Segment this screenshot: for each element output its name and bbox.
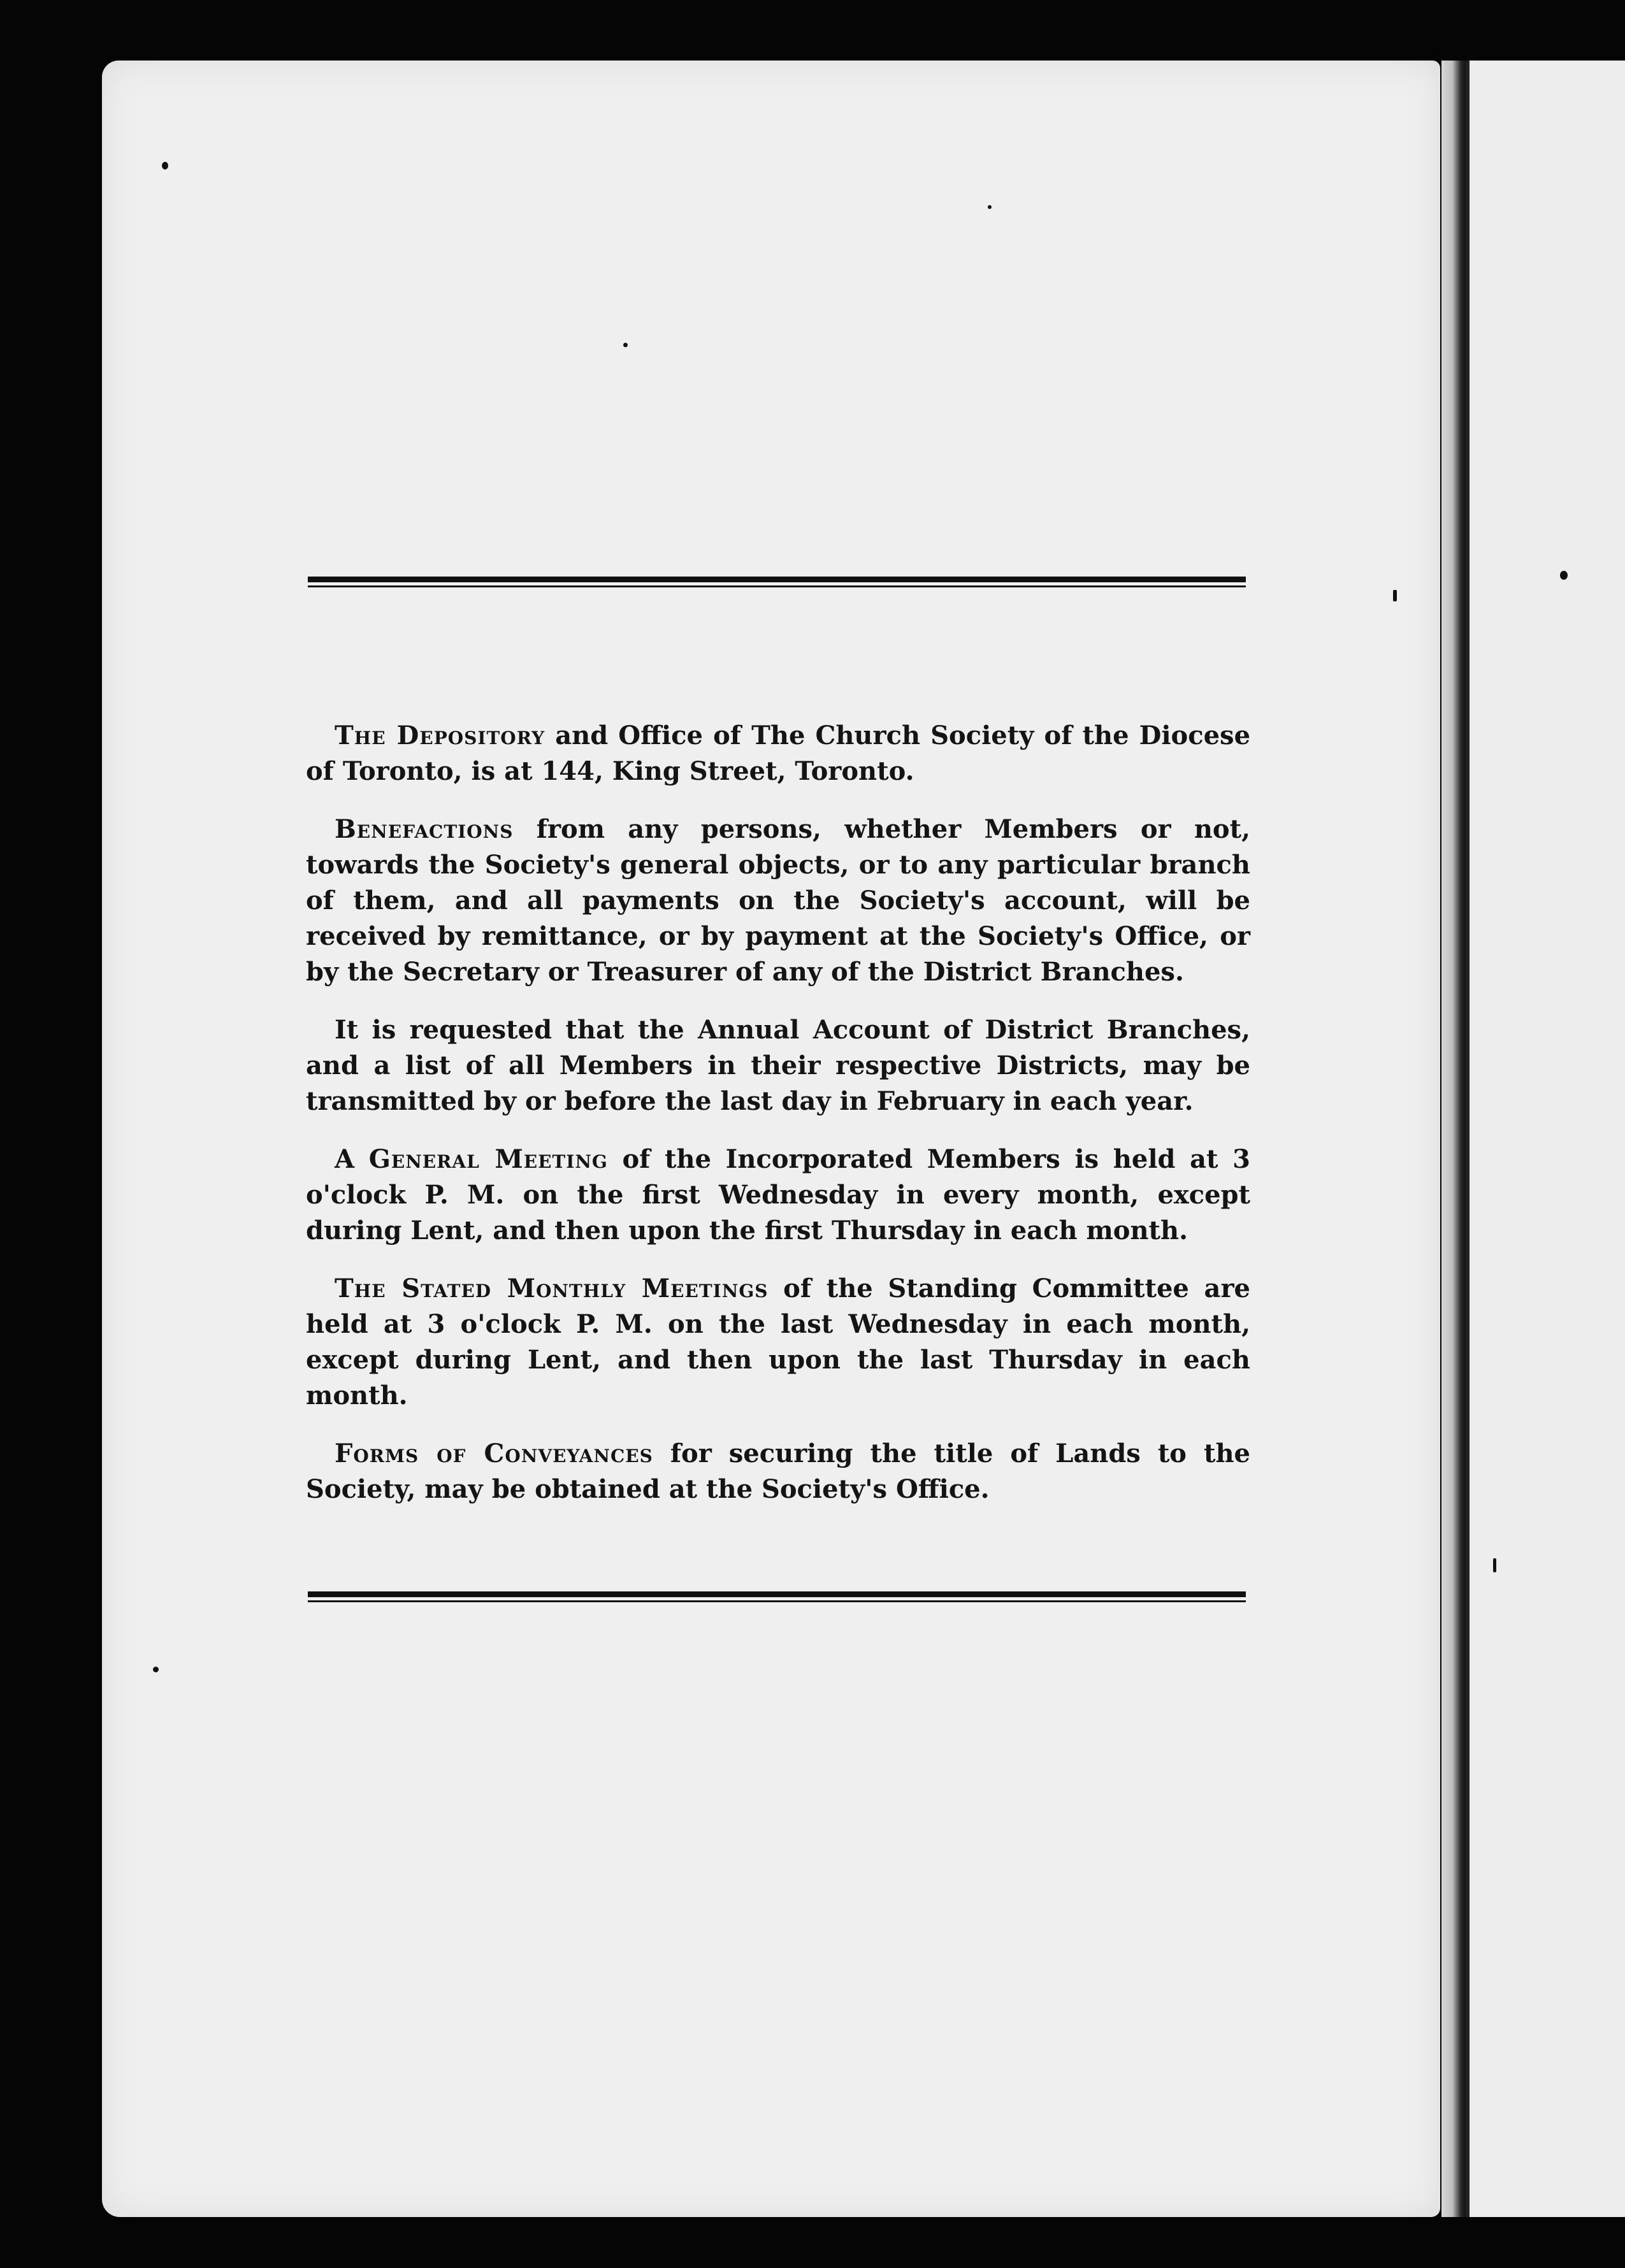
- paragraph-depository: [306, 718, 1250, 789]
- ink-speck: [623, 343, 628, 347]
- text-depository: and Office of The Church Society of the Diocese of Toronto, is at 144, King Street, Toronto.: [306, 721, 1251, 786]
- paragraph-annual-account: [306, 1012, 1250, 1119]
- paragraph-general-meeting: [306, 1142, 1250, 1249]
- ink-speck: [162, 162, 168, 169]
- rule-thick-line: [308, 1591, 1246, 1597]
- lead-monthly-meetings: The Stated Monthly Meetings: [335, 1274, 769, 1303]
- lead-depository: The Depository: [335, 721, 545, 750]
- text-general-meeting: of the Incorporated Members is held at 3 o'clock P. M. on the first Wednesday in every month, except during Lent, and then upon the first Thursday in each month.: [306, 1144, 1251, 1245]
- text-benefactions: from any persons, whether Members or not, towards the Society's general objects, or to any particular branch of them, and all payments on the Society's account, will be received by remittance, or by payment at the Society's Office, or by the Secretary or Treasurer of any of the District Branches.: [306, 814, 1250, 987]
- paragraph-monthly-meetings: [306, 1271, 1250, 1414]
- pre-general-meeting: A: [335, 1144, 369, 1174]
- rule-thin-line: [308, 585, 1246, 587]
- rule-thin-line: [308, 1600, 1246, 1602]
- ink-speck: [153, 1667, 159, 1672]
- text-annual-account: It is requested that the Annual Account of District Branches, and a list of all Members in their respective Districts, may be transmitted by or before the last day in February in each year.: [306, 1015, 1250, 1116]
- ink-speck: [1493, 1558, 1496, 1572]
- rule-thick-line: [308, 577, 1246, 582]
- top-double-rule: [308, 577, 1246, 587]
- ink-speck: [1393, 590, 1397, 601]
- paragraph-conveyances: [306, 1436, 1250, 1507]
- ink-speck: [1560, 571, 1568, 580]
- lead-benefactions: Benefactions: [335, 814, 514, 844]
- lead-general-meeting: General Meeting: [368, 1144, 608, 1174]
- book-gutter: [1441, 61, 1466, 2217]
- lead-conveyances: Forms of Conveyances: [335, 1439, 653, 1468]
- notice-text: [306, 718, 1250, 1530]
- paragraph-benefactions: [306, 812, 1250, 990]
- right-page-edge: [1466, 61, 1625, 2217]
- bottom-double-rule: [308, 1591, 1246, 1602]
- text-conveyances: for securing the title of Lands to the Society, may be obtained at the Society's Office.: [306, 1439, 1250, 1504]
- ink-speck: [988, 205, 992, 209]
- text-monthly-meetings: of the Standing Committee are held at 3 o'clock P. M. on the last Wednesday in each month, except during Lent, and then upon the last Thursday in each month.: [306, 1274, 1250, 1410]
